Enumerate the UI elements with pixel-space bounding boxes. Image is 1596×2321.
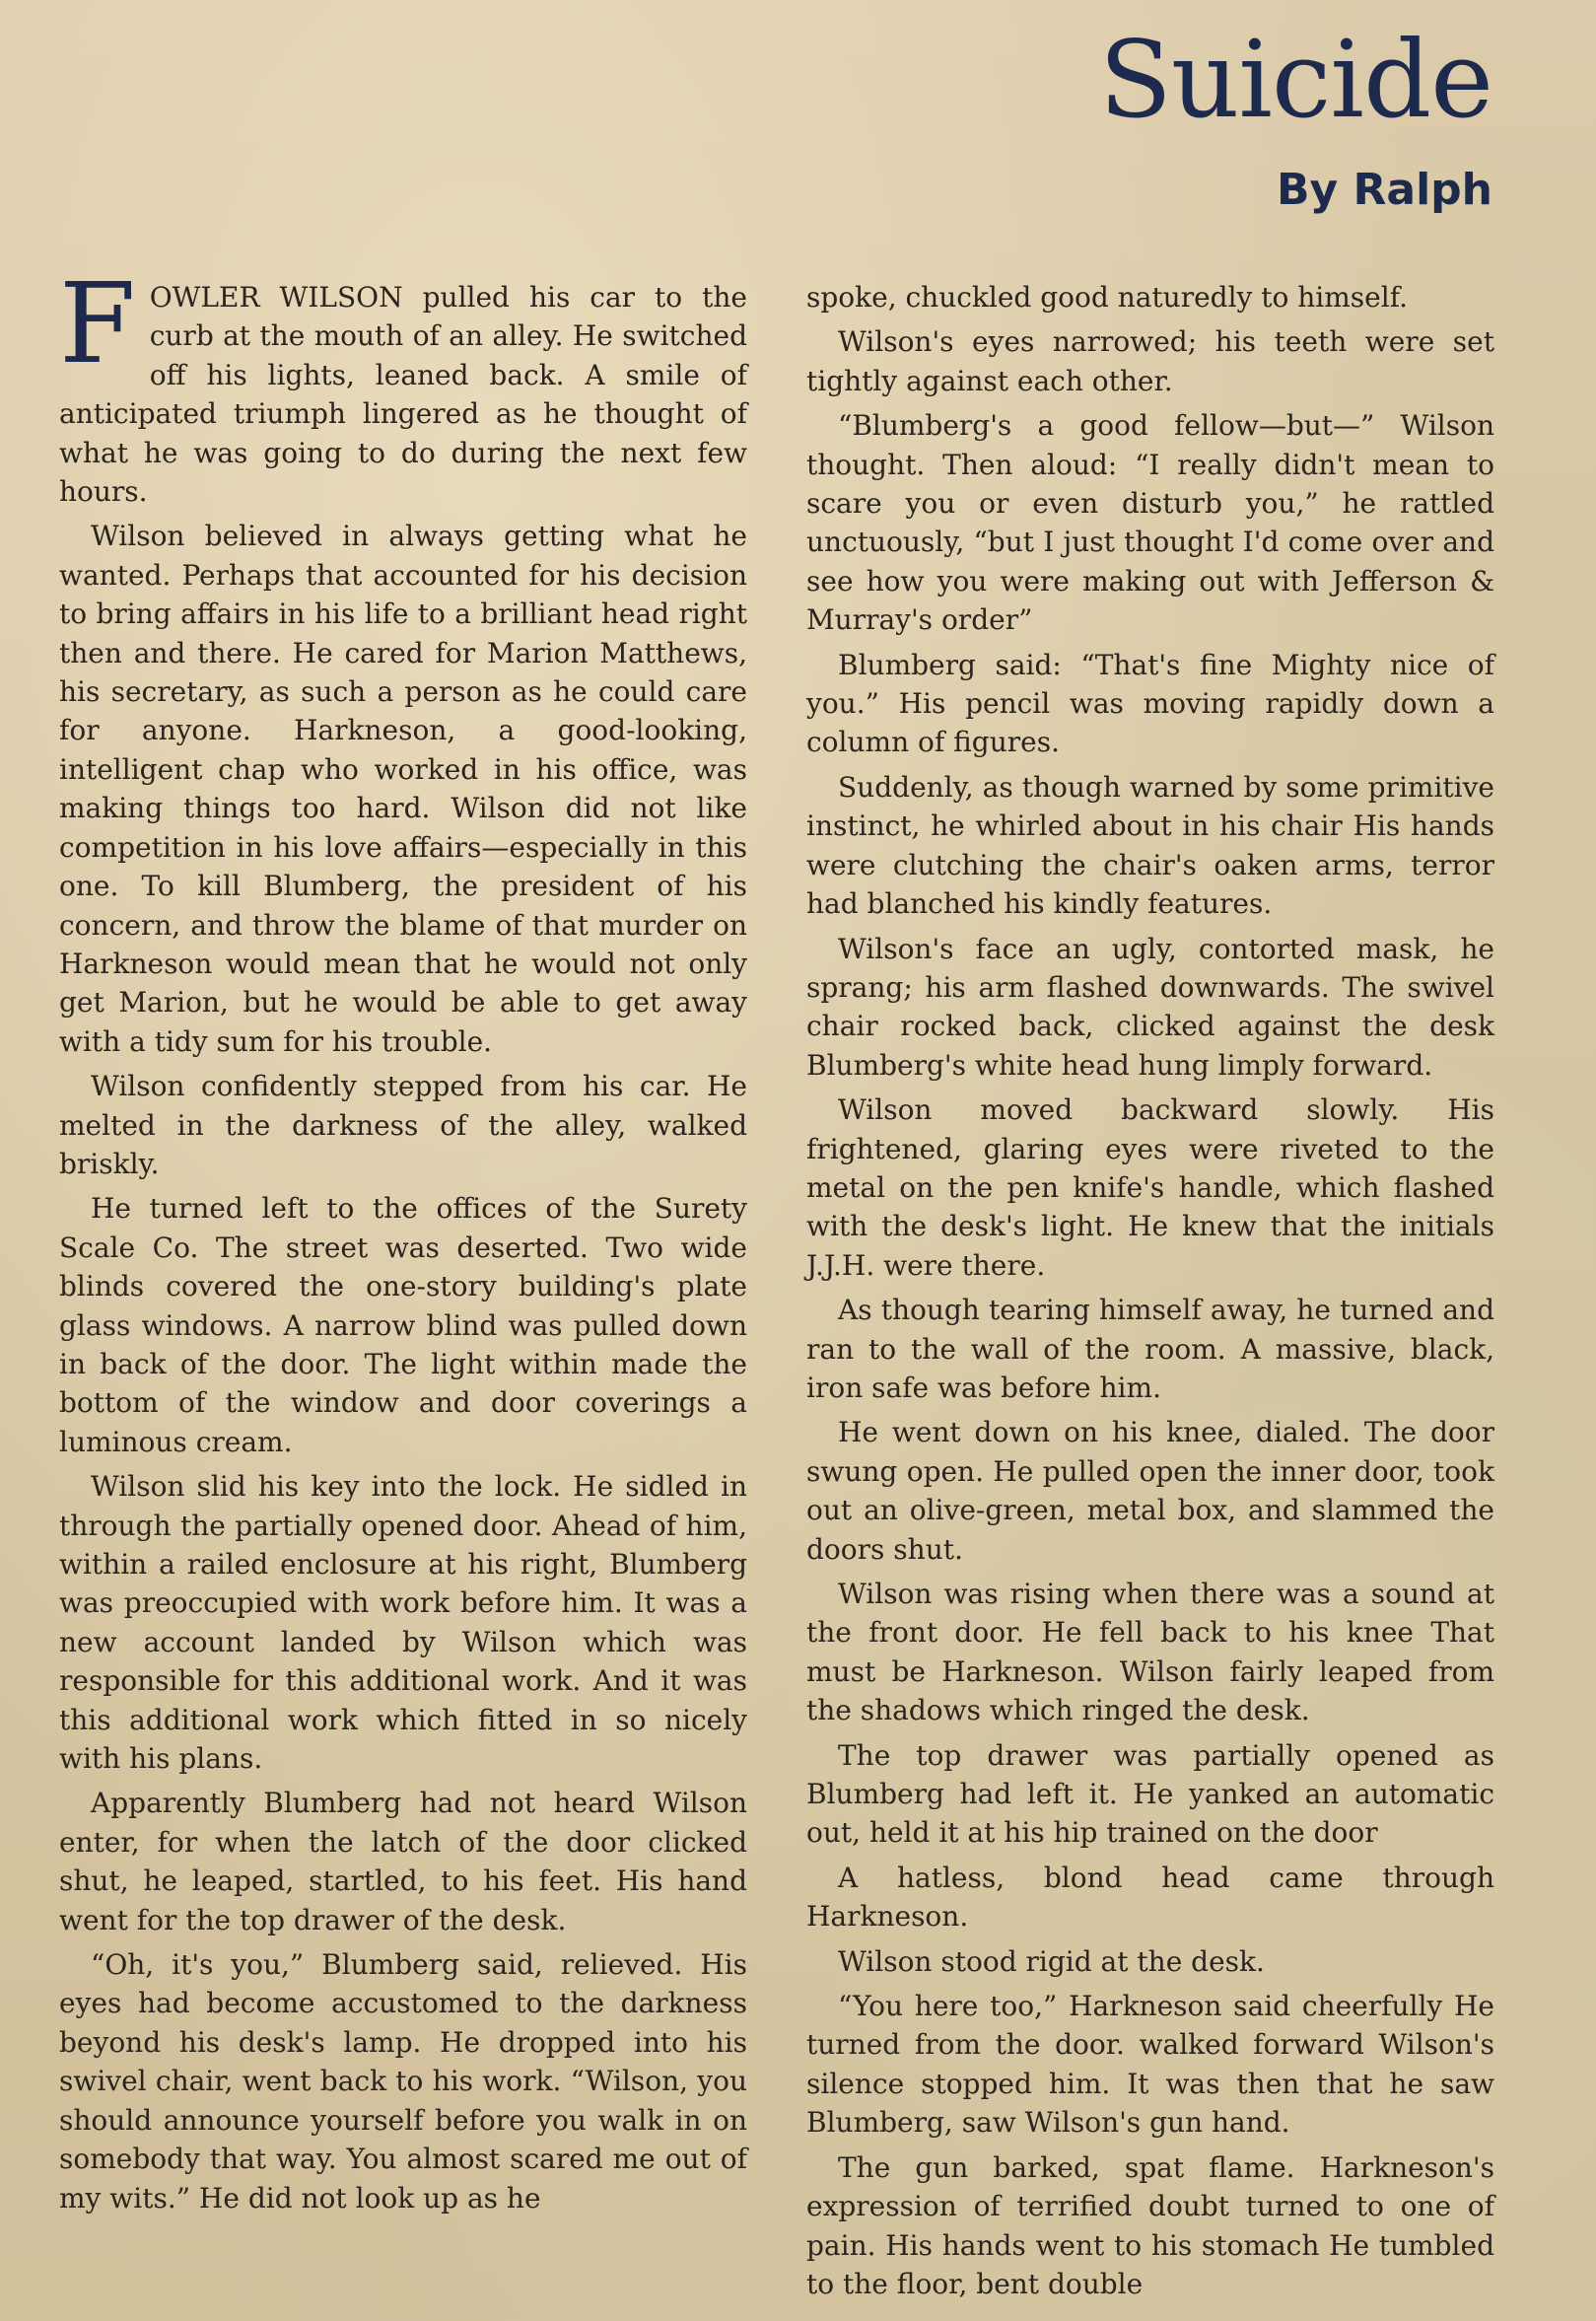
paragraph: “Oh, it's you,” Blumberg said, relieved. His eyes had become accustomed to the darkness beyond his desk's lamp. He dropped into his swivel chair, went back to his work. “Wilson, you should announce yourself before you walk in on somebody that way. You almost scared me out of my wits.” He did not look up as he <box>59 1948 747 2215</box>
paragraph-text: pulled his car to the curb at the mouth of an alley. He switched off his lights, leaned back. A smile of anticipated triumph lingered as he thought of what he was going to do during the next few hours. <box>59 281 747 509</box>
paragraph: A hatless, blond head came through Harkneson. <box>806 1861 1494 1934</box>
paragraph: “You here too,” Harkneson said cheerfully He turned from the door. walked forward Wilson's silence stopped him. It was then that he saw Blumberg, saw Wilson's gun hand. <box>806 1990 1494 2140</box>
paragraph: The top drawer was partially opened as Blumberg had left it. He yanked an automatic out, held it at his hip trained on the door <box>806 1738 1494 1850</box>
paragraph: Wilson confidently stepped from his car. He melted in the darkness of the alley, walked briskly. <box>59 1070 747 1180</box>
paragraph: He went down on his knee, dialed. The door swung open. He pulled open the inner door, took out an olive-green, metal box, and slammed the doors shut. <box>806 1416 1494 1566</box>
story-title: Suicide <box>1098 19 1492 142</box>
right-column <box>806 278 1494 2309</box>
left-column <box>59 260 747 2223</box>
opening-paragraph <box>59 260 747 511</box>
paragraph: Wilson was rising when there was a sound at the front door. He fell back to his knee That must be Harkneson. Wilson fairly leaped from the shadows which ringed the desk. <box>806 1578 1494 1727</box>
continued-paragraph: spoke, chuckled good naturedly to himself. <box>806 281 1408 314</box>
paragraph: Wilson believed in always getting what he wanted. Perhaps that accounted for his decision to bring affairs in his life to a brilliant head right then and there. He cared for Marion Matthews, his secretary, as such a person as he could care for anyone. Harkneson, a good-looking, intelligent chap who worked in his office, was making things too hard. Wilson did not like competition in his love affairs—especially in this one. To kill Blumberg, the president of his concern, and throw the blame of that murder on Harkneson would mean that he would not only get Marion, but he would be able to get away with a tidy sum for his trouble. <box>59 520 747 1058</box>
paragraph: Wilson slid his key into the lock. He sidled in through the partially opened door. Ahead of him, within a railed enclosure at his right, Blumberg was preoccupied with work before him. It was a new account landed by Wilson which was responsible for this additional work. And it was this additional work which fitted in so nicely with his plans. <box>59 1470 747 1776</box>
paragraph: Wilson moved backward slowly. His frightened, glaring eyes were riveted to the metal on the pen knife's handle, which flashed with the desk's light. He knew that the initials J.J.H. were there. <box>806 1093 1494 1282</box>
paragraph: As though tearing himself away, he turned and ran to the wall of the room. A massive, black, iron safe was before him. <box>806 1294 1494 1404</box>
lead-in-caps: OWLER WILSON <box>149 281 403 314</box>
paragraph: “Blumberg's a good fellow—but—” Wilson thought. Then aloud: “I really didn't mean to scare you or even disturb you,” he rattled unctuously, “but I just thought I'd come over and see how you were making out with Jefferson & Murray's order” <box>806 409 1494 637</box>
drop-cap: F <box>59 260 136 388</box>
paragraph: Wilson stood rigid at the desk. <box>838 1944 1265 1978</box>
paragraph: Wilson's eyes narrowed; his teeth were set tightly against each other. <box>806 325 1494 397</box>
paragraph: The gun barked, spat flame. Harkneson's expression of terrified doubt turned to one of pain. His hands went to his stomach He tumbled to the floor, bent double <box>806 2150 1494 2300</box>
paragraph: Blumberg said: “That's fine Mighty nice of you.” His pencil was moving rapidly down a column of figures. <box>806 648 1494 759</box>
paragraph: Apparently Blumberg had not heard Wilson enter, for when the latch of the door clicked shut, he leaped, startled, to his feet. His hand went for the top drawer of the desk. <box>59 1787 747 1936</box>
paragraph: He turned left to the offices of the Surety Scale Co. The street was deserted. Two wide blinds covered the one-story building's plate glass windows. A narrow blind was pulled down in back of the door. The light within made the bottom of the window and door coverings a luminous cream. <box>59 1192 747 1458</box>
paragraph: Suddenly, as though warned by some primitive instinct, he whirled about in his chair His hands were clutching the chair's oaken arms, terror had blanched his kindly features. <box>806 770 1494 921</box>
author-byline: By Ralph <box>1276 165 1492 215</box>
paragraph: Wilson's face an ugly, contorted mask, he sprang; his arm flashed downwards. The swivel chair rocked back, clicked against the desk Blumberg's white head hung limply forward. <box>806 932 1494 1082</box>
